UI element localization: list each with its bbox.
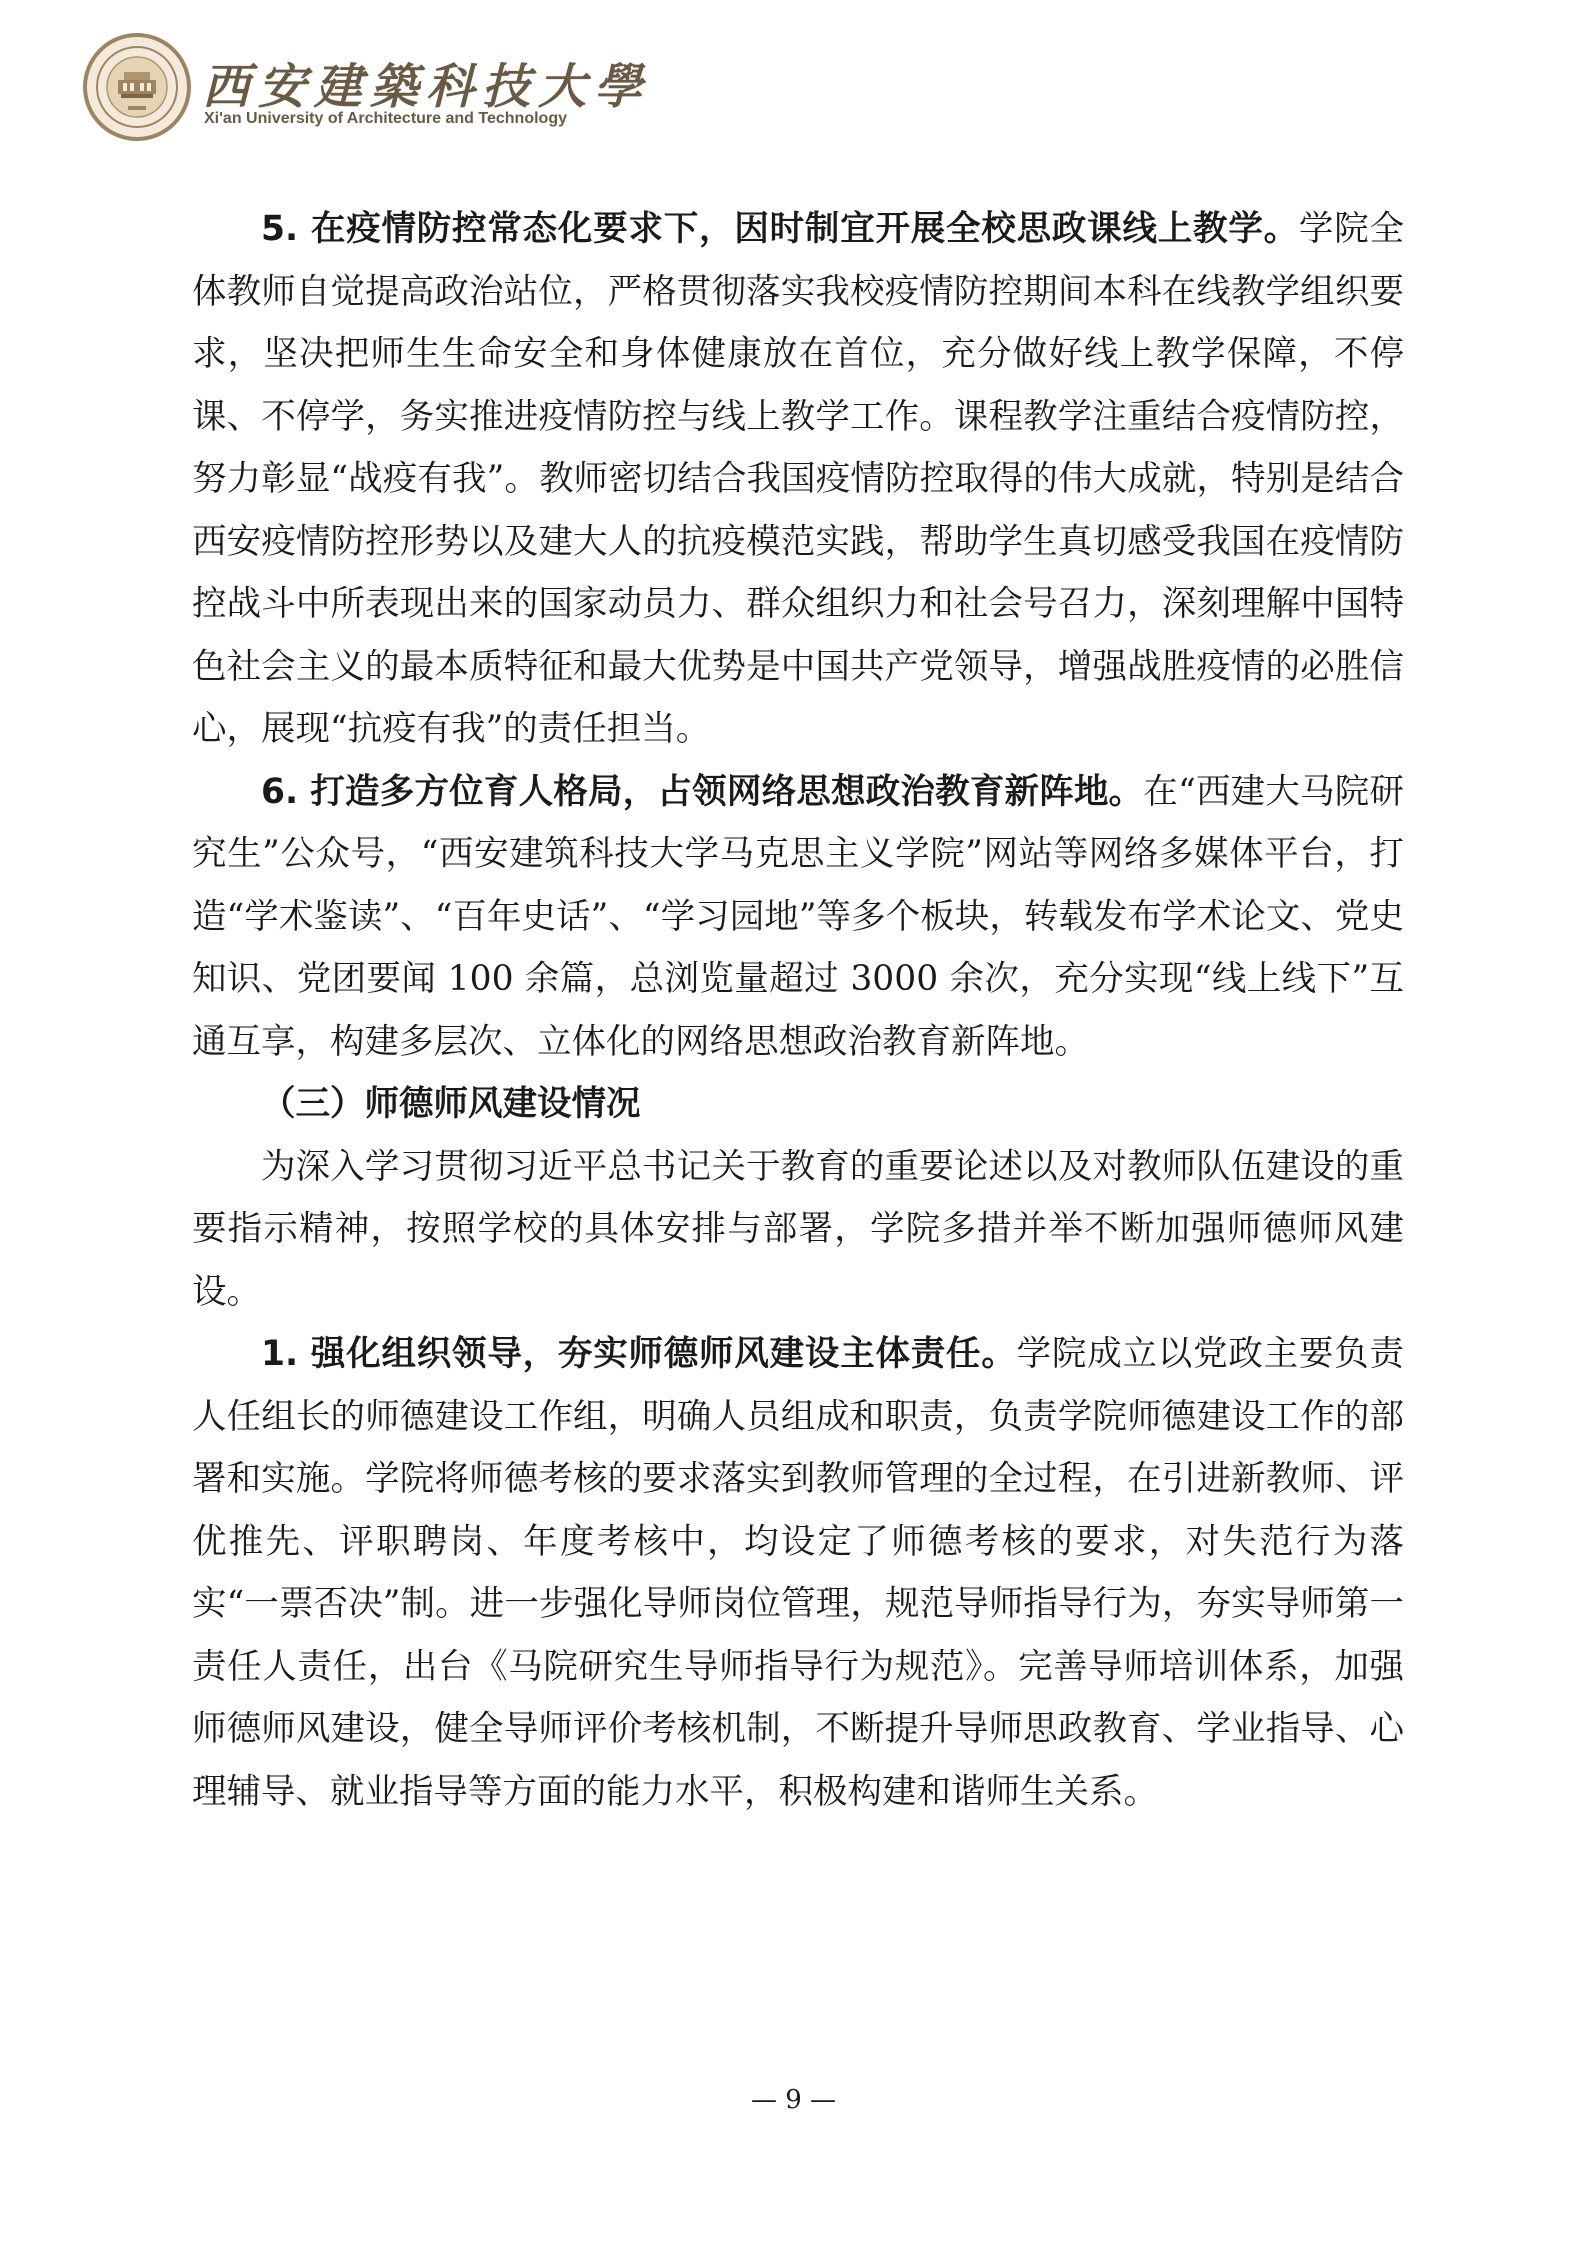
paragraph-lead: 1. 强化组织领导，夯实师德师风建设主体责任。 <box>261 1334 1017 1374</box>
section-heading: （三）师德师风建设情况 <box>261 1084 641 1124</box>
paragraph-5 <box>192 198 1404 761</box>
paragraph-text: 在“西建大马院研究生”公众号，“西安建筑科技大学马克思主义学院”网站等网络多媒体平台，打造“学术鉴读”、“百年史话”、“学习园地”等多个板块，转载发布学术论文、党史知识、党团要闻 100 余篇，总浏览量超过 3000 余次，充分实现“线上线下”互通互享，构建多层次、立体化的网络思想政治教育新阵地。 <box>192 771 1405 1062</box>
paragraph-6 <box>192 761 1404 1074</box>
paragraph-text: 学院成立以党政主要负责人任组长的师德建设工作组，明确人员组成和职责，负责学院师德建设工作的部署和实施。学院将师德考核的要求落实到教师管理的全过程，在引进新教师、评优推先、评职聘岗、年度考核中，均设定了师德考核的要求，对失范行为落实“一票否决”制。进一步强化导师岗位管理，规范导师指导行为，夯实导师第一责任人责任，出台《马院研究生导师指导行为规范》。完善导师培训体系，加强师德师风建设，健全导师评价考核机制，不断提升导师思政教育、学业指导、心理辅导、就业指导等方面的能力水平，积极构建和谐师生关系。 <box>192 1334 1405 1812</box>
university-seal-icon <box>82 32 192 142</box>
paragraph-section-1 <box>192 1323 1404 1823</box>
page-header <box>82 32 782 152</box>
paragraph-lead: 6. 打造多方位育人格局，占领网络思想政治教育新阵地。 <box>261 771 1144 812</box>
university-name-cn: 西安建築科技大學 <box>202 59 651 115</box>
paragraph-text: 学院全体教师自觉提高政治站位，严格贯彻落实我校疫情防控期间本科在线教学组织要求，坚决把师生生命安全和身体健康放在首位，充分做好线上教学保障，不停课、不停学，务实推进疫情防控与线上教学工作。课程教学注重结合疫情防控，努力彰显“战疫有我”。教师密切结合我国疫情防控取得的伟大成就，特别是结合西安疫情防控形势以及建大人的抗疫模范实践，帮助学生真切感受我国在疫情防控战斗中所表现出来的国家动员力、群众组织力和社会号召力，深刻理解中国特色社会主义的最本质特征和最大优势是中国共产党领导，增强战胜疫情的必胜信心，展现“抗疫有我”的责任担当。 <box>192 209 1404 749</box>
document-body <box>192 198 1404 1823</box>
page-number: — 9 — <box>750 2085 837 2115</box>
paragraph-lead: 5. 在疫情防控常态化要求下，因时制宜开展全校思政课线上教学。 <box>261 209 1299 249</box>
section-intro: 为深入学习贯彻习近平总书记关于教育的重要论述以及对教师队伍建设的重要指示精神，按照学校的具体安排与部署，学院多措并举不断加强师德师风建设。 <box>192 1146 1404 1312</box>
university-name-en: Xi'an University of Architecture and Technology <box>204 110 567 127</box>
